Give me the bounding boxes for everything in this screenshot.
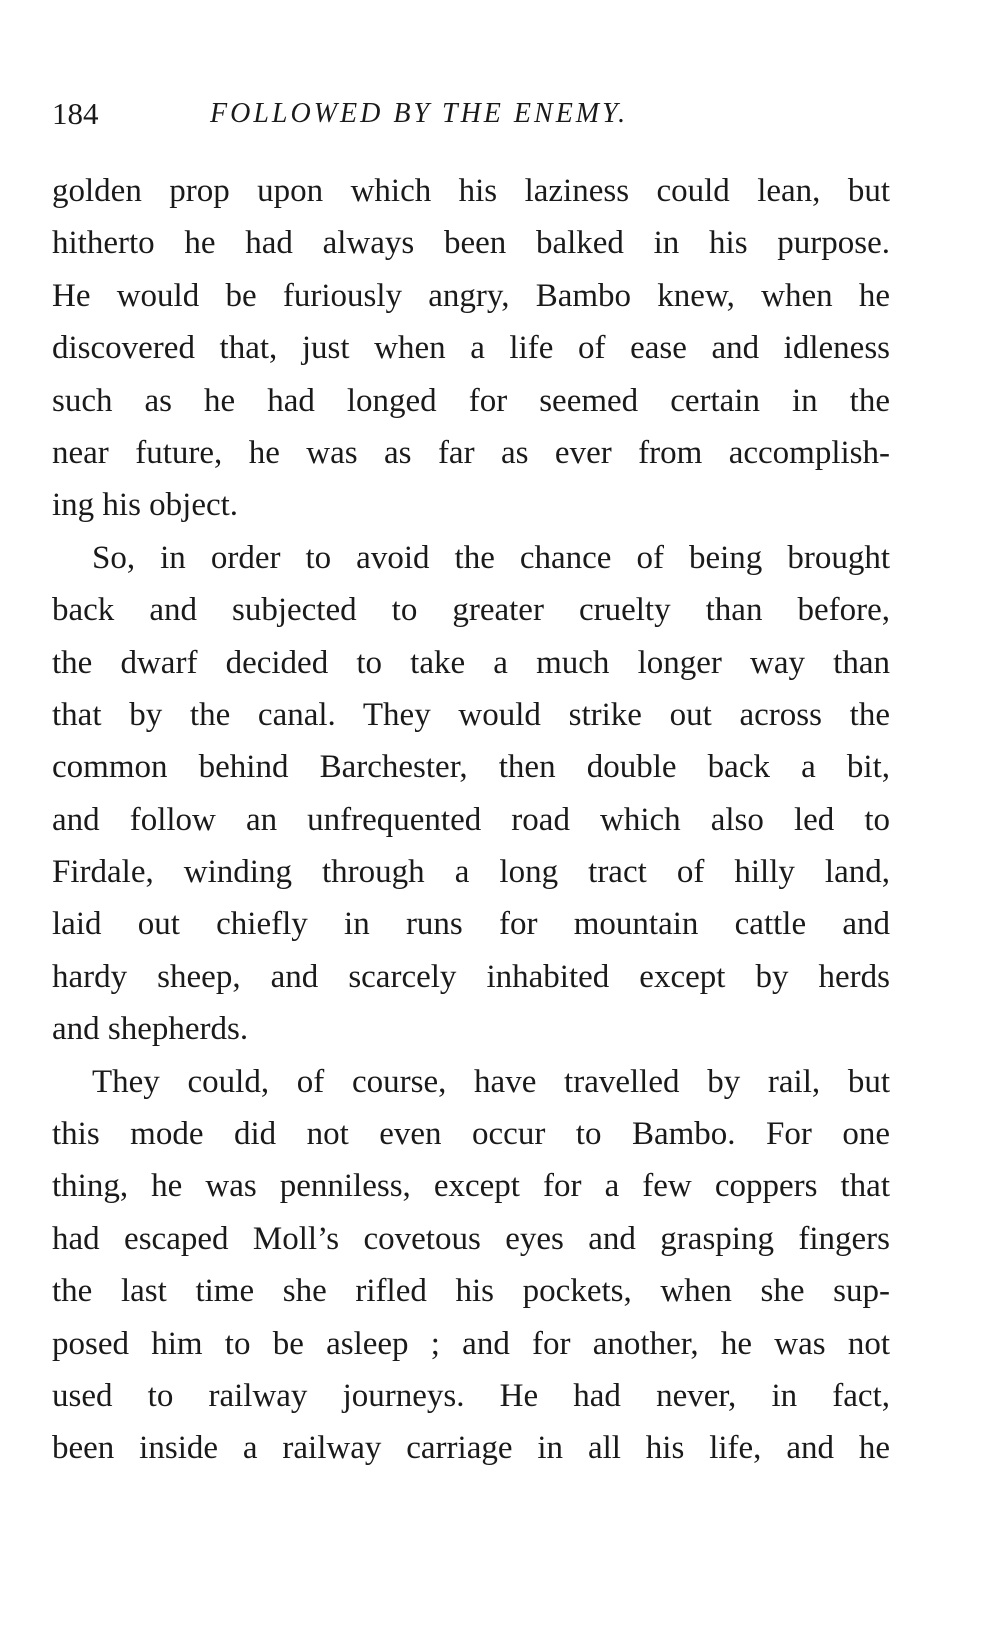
page-number: 184	[52, 96, 99, 131]
text-line: golden prop upon which his laziness could lean, but	[52, 173, 890, 209]
paragraph-end-line: ing his object.	[52, 487, 239, 524]
text-line: used to railway journeys. He had never, in fact,	[52, 1377, 890, 1414]
text-line: discovered that, just when a life of ease and idleness	[52, 330, 890, 367]
text-line: and follow an unfrequented road which also led to	[52, 801, 890, 838]
text-line: hitherto he had always been balked in his purpose.	[52, 225, 890, 262]
paragraph-start-line: They could, of course, have travelled by rail, but	[92, 1063, 890, 1100]
text-line: back and subjected to greater cruelty than before,	[52, 592, 890, 629]
text-line: hardy sheep, and scarcely inhabited except by herds	[52, 958, 890, 995]
text-line: common behind Barchester, then double back a bit,	[52, 749, 890, 786]
text-line: that by the canal. They would strike out across the	[52, 696, 890, 733]
text-line: posed him to be asleep ; and for another, he was not	[52, 1325, 890, 1362]
text-line: thing, he was penniless, except for a few coppers that	[52, 1168, 890, 1205]
text-line: laid out chiefly in runs for mountain cattle and	[52, 906, 890, 943]
body-text	[52, 165, 890, 1475]
paragraph-start-line: So, in order to avoid the chance of being brought	[92, 539, 890, 576]
text-line: such as he had longed for seemed certain in the	[52, 382, 890, 419]
running-title: FOLLOWED BY THE ENEMY.	[210, 98, 629, 129]
text-line: the dwarf decided to take a much longer way than	[52, 644, 890, 681]
running-head	[52, 96, 892, 136]
paragraph-end-line: and shepherds.	[52, 1011, 249, 1048]
text-line: Firdale, winding through a long tract of hilly land,	[52, 854, 890, 891]
text-line: near future, he was as far as ever from accomplish-	[52, 434, 890, 471]
text-line: the last time she rifled his pockets, when she sup-	[52, 1273, 890, 1310]
text-line: been inside a railway carriage in all his life, and he	[52, 1430, 890, 1467]
text-line: had escaped Moll’s covetous eyes and grasping fingers	[52, 1220, 890, 1257]
text-line: this mode did not even occur to Bambo. For one	[52, 1116, 890, 1153]
text-line: He would be furiously angry, Bambo knew, when he	[52, 277, 890, 314]
